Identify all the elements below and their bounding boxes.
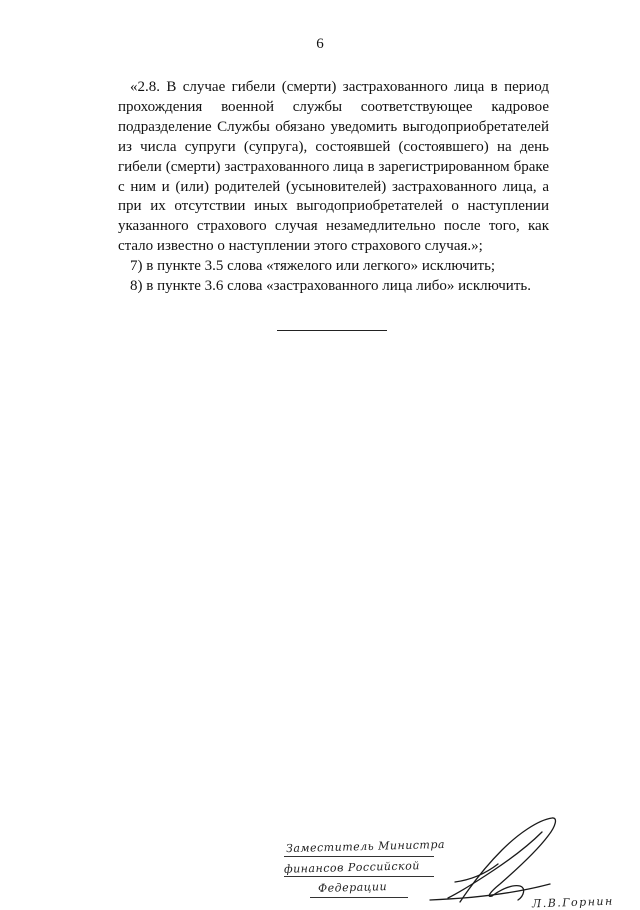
handwritten-signature-block xyxy=(280,812,640,910)
signatory-name: Л.В.Горнин xyxy=(531,894,614,910)
paragraph-item-8: 8) в пункте 3.6 слова «застрахованного лица либо» исключить. xyxy=(130,278,531,295)
handwritten-note-line-2: финансов Российской xyxy=(283,859,421,876)
handwritten-note-line-3: Федерации xyxy=(317,880,388,895)
document-body xyxy=(118,78,549,297)
paragraph-item-7: 7) в пункте 3.5 слова «тяжелого или легкого» исключить; xyxy=(130,258,496,275)
paragraph-2-8: «2.8. В случае гибели (смерти) застрахованного лица в период прохождения военной службы соответствующее кадровое подразделение Службы обязано уведомить выгодоприобретателей из числа супруги (супруга), состоявшей (состоявшего) на день гибели (смерти) застрахованного лица в зарегистрированном браке с ним и (или) родителей (усыновителей) застрахованного лица, а при их отсутствии иных выгодоприобретателей о наступлении указанного страхового случая незамедлительно после того, как стало известно о наступлении этого страхового случая.»; xyxy=(118,79,549,255)
page-number: 6 xyxy=(316,36,324,52)
signature-icon xyxy=(280,812,640,905)
handwritten-note-line-1: Заместитель Министра xyxy=(285,837,446,856)
section-separator xyxy=(277,330,387,331)
